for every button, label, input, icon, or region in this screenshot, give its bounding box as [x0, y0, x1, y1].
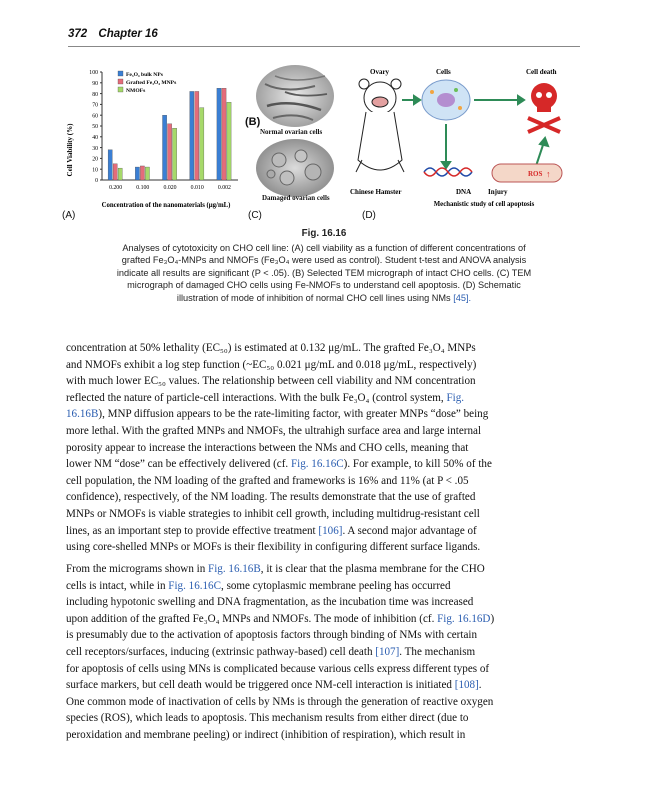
panel-d-label: (D) — [362, 210, 376, 221]
y-tick-label: 0 — [95, 178, 98, 185]
bar — [118, 168, 122, 180]
legend-label: Fe₃O₄ bulk NPs — [126, 72, 163, 78]
text-line: confidence), respectively, of the NM loading. The results demonstrate that the use of grafted — [66, 491, 476, 504]
text-line: species (ROS), which leads to apoptosis. This mechanism results from either direct (due to — [66, 712, 469, 725]
ros-box — [492, 164, 562, 182]
text-line: cell population, the NM loading of the grafted and frameworks is 16% and 11% (at P < .05 — [66, 474, 469, 487]
label-cells: Cells — [436, 68, 451, 76]
bar — [195, 91, 199, 180]
panel-b-caption: Normal ovarian cells — [260, 128, 323, 136]
bar — [140, 166, 144, 180]
bar — [145, 167, 149, 180]
panel-b-label: (B) — [245, 116, 261, 128]
panel-c-label: (C) — [248, 210, 262, 221]
y-tick-label: 20 — [92, 156, 98, 163]
text-line: including hypotonic swelling and DNA fragmentation, as the incubation time was increased — [66, 596, 474, 609]
bar — [168, 124, 172, 180]
legend-label: Grafted Fe₃O₄ MNPs — [126, 80, 177, 86]
x-axis-label: Concentration of the nanomaterials (μg/mL) — [101, 202, 231, 209]
label-chinese-hamster: Chinese Hamster — [350, 188, 402, 196]
bar — [135, 167, 139, 180]
x-tick-label: 0.200 — [109, 185, 123, 191]
chapter-title: Chapter 16 — [98, 28, 158, 40]
reference-link[interactable]: [106] — [318, 524, 343, 537]
figure-link[interactable]: Fig. 16.16B — [208, 563, 261, 575]
text-line: for apoptosis of cells using MNs is complicated because various cells express different types of — [66, 662, 490, 675]
text-line: cells is intact, while in Fig. 16.16C, some cytoplasmic membrane peeling has occurred — [66, 579, 451, 592]
figure-link[interactable]: Fig. — [446, 391, 465, 404]
page-number: 372 — [68, 28, 88, 40]
bar — [113, 164, 117, 180]
x-tick-label: 0.002 — [217, 185, 231, 191]
paragraph-1 — [66, 340, 582, 556]
cell-illustration — [422, 80, 470, 120]
y-tick-label: 50 — [92, 124, 98, 131]
page-header — [68, 28, 580, 48]
text-line: more lethal. With the grafted MNPs and NMOFs, the ultrahigh surface area and large internal — [66, 424, 482, 437]
legend-swatch — [118, 87, 123, 92]
bar — [217, 88, 221, 180]
cell-viability-chart — [62, 62, 242, 212]
panel-d-caption: Mechanistic study of cell apoptosis — [433, 201, 535, 208]
text-line: 16.16B), MNP diffusion appears to be the rate-limiting factor, with greater MNPs “dose” being — [66, 408, 489, 421]
ros-up-arrow: ↑ — [546, 169, 551, 179]
text-line: is presumably due to the activation of apoptosis factors through binding of NMs with certain — [66, 629, 478, 642]
bar — [227, 102, 231, 180]
panel-a-label: (A) — [62, 210, 76, 221]
hamster-illustration — [356, 79, 404, 172]
x-tick-label: 0.020 — [163, 185, 177, 191]
panel-c-caption: Damaged ovarian cells — [262, 194, 330, 202]
normal-cells-micrograph — [255, 64, 335, 128]
y-tick-label: 70 — [92, 102, 98, 109]
figure-link[interactable]: Fig. 16.16D — [437, 612, 491, 625]
y-tick-label: 60 — [92, 113, 98, 120]
text-line: using core-shelled MNPs or MOFs is their flexibility in configuring different surface ligands. — [66, 541, 481, 554]
y-tick-label: 10 — [92, 167, 98, 174]
y-tick-label: 80 — [92, 91, 98, 98]
bar — [173, 128, 177, 180]
text-line: surface markers, but cell death would be triggered once NM-cell interaction is initiated [108]. — [66, 679, 482, 692]
label-injury: Injury — [488, 188, 508, 196]
text-line: peroxidation and membrane peeling) or indirect (inhibition of respiration), which result in — [66, 728, 466, 741]
text-line: lines, as an important step to provide effective treatment [106]. A second major advantage of — [66, 524, 477, 537]
header-rule — [68, 46, 580, 47]
text-line: From the micrograms shown in Fig. 16.16B, it is clear that the plasma membrane for the CHO — [66, 563, 485, 575]
y-tick-label: 40 — [92, 135, 98, 141]
label-ovary: Ovary — [370, 68, 390, 76]
y-tick-label: 100 — [89, 70, 98, 77]
figure-16-16 — [62, 56, 582, 240]
bar — [222, 88, 226, 180]
reference-link[interactable]: [108] — [454, 679, 479, 692]
caption-line-last: illustration of mode of inhibition of normal CHO cell lines using NMs [45]. — [176, 292, 472, 303]
caption-reference-link[interactable]: [45]. — [453, 292, 472, 303]
caption-line: micrograph of damaged CHO cells using Fe-NMOFs to understand cell apoptosis. (D) Schematic — [127, 280, 521, 291]
text-line: MNPs or NMOFs is viable strategies to inhibit cell growth, including multidrug-resistant cell — [66, 507, 480, 520]
bar — [163, 115, 167, 180]
x-tick-label: 0.010 — [190, 185, 204, 191]
damaged-cells-micrograph — [255, 138, 335, 198]
y-tick-label: 30 — [92, 145, 98, 152]
label-cell-death: Cell death — [526, 68, 557, 76]
label-ros: ROS — [528, 170, 543, 178]
bar — [190, 91, 194, 180]
dna-icon — [424, 168, 472, 176]
text-line: concentration at 50% lethality (EC₅₀) is estimated at 0.132 μg/mL. The grafted Fe₃O₄ MNPs — [66, 342, 476, 354]
y-tick-label: 90 — [92, 81, 98, 87]
legend-swatch — [118, 79, 123, 84]
x-tick-label: 0.100 — [136, 185, 150, 191]
caption-title: Fig. 16.16 — [301, 228, 347, 239]
reference-link[interactable]: [107] — [375, 645, 400, 658]
text-line: One common mode of inactivation of cells by NMs is through the generation of reactive oxygen — [66, 695, 494, 708]
legend-label: NMOFs — [126, 88, 146, 94]
text-line: with much lower EC₅₀ values. The relationship between cell viability and NM concentration — [66, 375, 476, 388]
text-line: lower NM “dose” can be effectively delivered (cf. Fig. 16.16C). For example, to kill 50% of the — [66, 458, 492, 471]
legend-swatch — [118, 71, 123, 76]
text-line: porosity appear to increase the interactions between the NMs and CHO cells, meaning that — [66, 441, 469, 454]
y-axis-label: Cell Viability (%) — [66, 123, 74, 177]
figure-link[interactable]: 16.16B — [66, 408, 99, 421]
bar — [108, 150, 112, 180]
text-line: reflected the nature of particle-cell interactions. With the bulk Fe₃O₄ (control system, Fig. — [66, 391, 465, 404]
figure-caption — [66, 228, 582, 305]
figure-link[interactable]: Fig. 16.16C — [168, 579, 222, 592]
paragraph-2 — [66, 561, 582, 744]
text-line: upon addition of the grafted Fe₃O₄ MNPs and NMOFs. The mode of inhibition (cf. Fig. 16.16D) — [66, 612, 495, 625]
caption-line: indicate all results are significant (P < .05). (B) Selected TEM micrograph of intact CHO cells. (C) TEM — [116, 267, 532, 278]
label-dna: DNA — [456, 188, 472, 196]
skull-icon — [528, 83, 560, 132]
caption-line: grafted Fe₃O₄-MNPs and NMOFs (Fe₃O₄ were used as control). Student t-test and ANOVA analysis — [121, 255, 527, 266]
bar — [200, 108, 204, 180]
text-line: and NMOFs exhibit a log step function (~EC₅₀ 0.021 μg/mL and 0.018 μg/mL, respectively) — [66, 358, 477, 371]
text-line: cell receptors/surfaces, inducing (extrinsic pathway-based) cell death [107]. The mechanism — [66, 645, 476, 658]
apoptosis-schematic — [344, 60, 584, 210]
figure-link[interactable]: Fig. 16.16C — [290, 458, 344, 471]
caption-line: Analyses of cytotoxicity on CHO cell line: (A) cell viability as a function of different concentrations of — [122, 242, 526, 253]
